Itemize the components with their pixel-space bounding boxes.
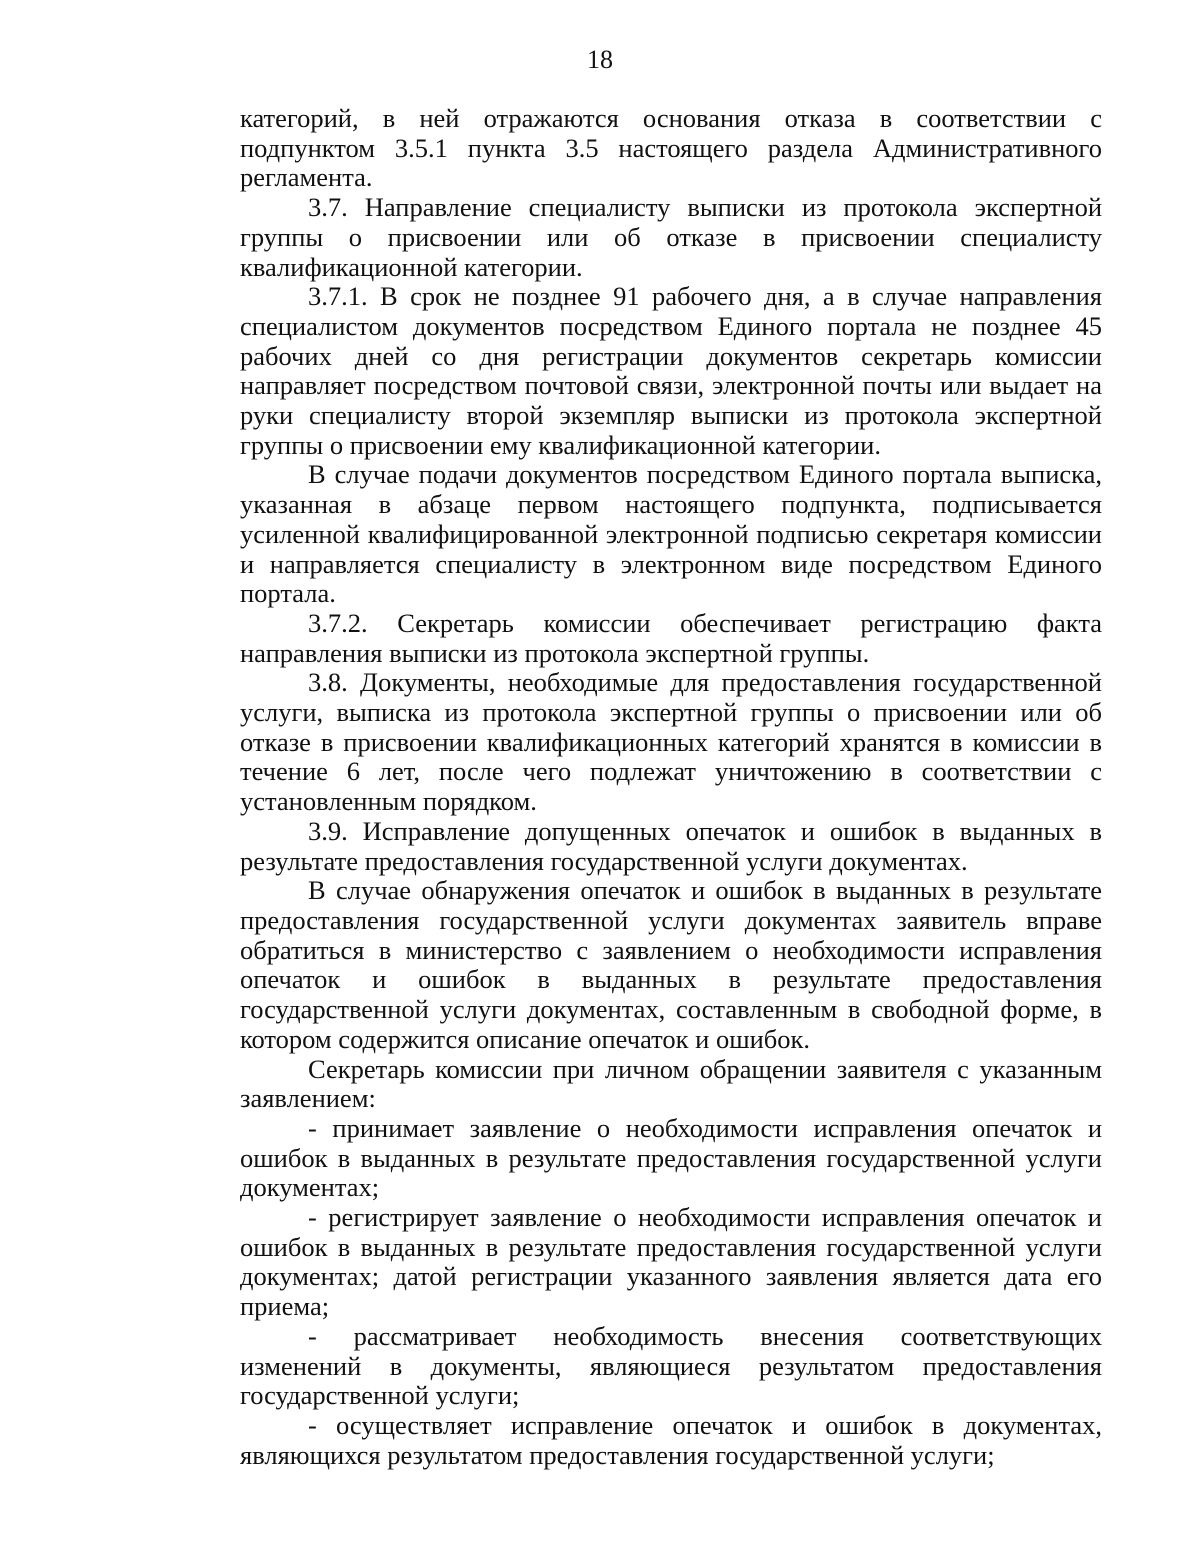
document-body [240,104,1102,1470]
subsection-3-7-1: 3.7.1. В срок не позднее 91 рабочего дня, а в случае направления специалистом документов посредством Единого портала не позднее 45 рабочих дней со дня регистрации документов секретарь комиссии направляет посредством почтовой связи, электронной почты или выдает на руки специалисту второй экземпляр выписки из протокола экспертной группы о присвоении ему квалификационной категории. [240,281,1102,460]
list-item-accepts: - принимает заявление о необходимости исправления опечаток и ошибок в выданных в результате предоставления государственной услуги документах; [240,1112,1102,1203]
section-3-9-heading: 3.9. Исправление допущенных опечаток и ошибок в выданных в результате предоставления государственной услуги документах. [240,815,1102,876]
list-item-considers: - рассматривает необходимость внесения соответствующих изменений в документы, являющиеся результатом предоставления государственной услуги; [240,1320,1102,1411]
section-3-7-heading: 3.7. Направление специалисту выписки из протокола экспертной группы о присвоении или об отказе в присвоении специалисту квалификационной категории. [240,192,1102,282]
paragraph-1: категорий, в ней отражаются основания отказа в соответствии с подпунктом 3.5.1 пункта 3.5 настоящего раздела Административного регламента. [240,103,1102,193]
list-item-registers: - регистрирует заявление о необходимости исправления опечаток и ошибок в выданных в результате предоставления государственной услуги документах; датой регистрации указанного заявления является дата его приема; [240,1202,1102,1322]
paragraph-errors-detected: В случае обнаружения опечаток и ошибок в выданных в результате предоставления государственной услуги документах заявитель вправе обратиться в министерство с заявлением о необходимости исправления опечаток и ошибок в выданных в результате предоставления государственной услуги документах, составленным в свободной форме, в котором содержится описание опечаток и ошибок. [240,875,1102,1054]
page-number: 18 [587,45,613,74]
list-item-corrects: - осуществляет исправление опечаток и ошибок в документах, являющихся результатом предоставления государственной услуги; [240,1409,1102,1470]
paragraph-unified-portal: В случае подачи документов посредством Единого портала выписка, указанная в абзаце первом настоящего подпункта, подписывается усиленной квалифицированной электронной подписью секретаря комиссии и направляется специалисту в электронном виде посредством Единого портала. [240,459,1102,609]
paragraph-secretary-actions: Секретарь комиссии при личном обращении заявителя с указанным заявлением: [240,1053,1102,1114]
section-3-8: 3.8. Документы, необходимые для предоставления государственной услуги, выписка из протокола экспертной группы о присвоении или об отказе в присвоении квалификационных категорий хранятся в комиссии в течение 6 лет, после чего подлежат уничтожению в соответствии с установленным порядком. [240,667,1102,817]
subsection-3-7-2: 3.7.2. Секретарь комиссии обеспечивает регистрацию факта направления выписки из протокола экспертной группы. [240,607,1102,668]
